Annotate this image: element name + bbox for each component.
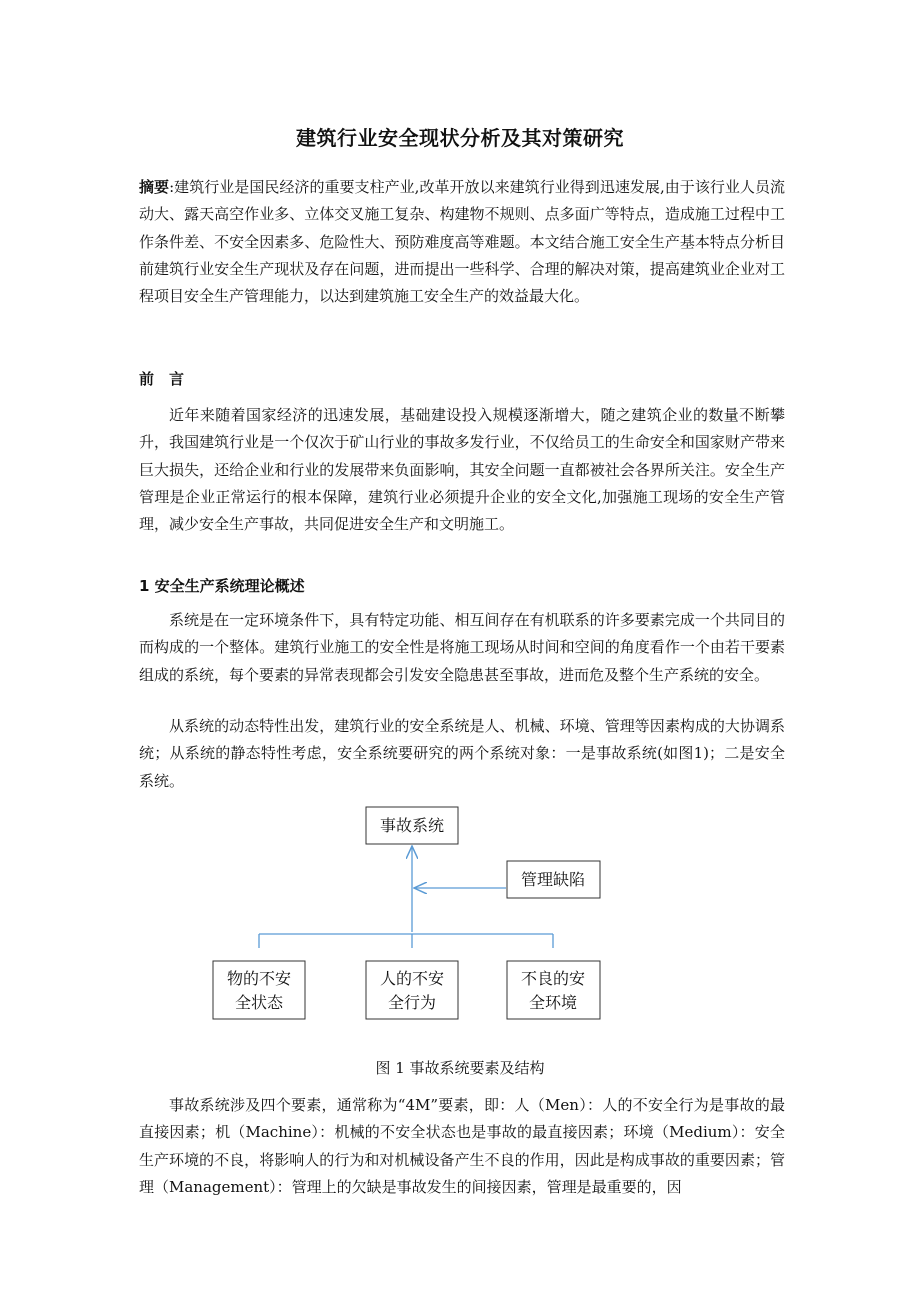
abstract-text: :建筑行业是国民经济的重要支柱产业,改革开放以来建筑行业得到迅速发展,由于该行业人员流动大、露天高空作业多、立体交叉施工复杂、构建物不规则、点多面广等特点，造成施工过程中工作条件差、不安全因素多、危险性大、预防难度高等难题。本文结合施工安全生产基本特点分析目前建筑行业安全生产现状及存在问题，进而提出一些科学、合理的解决对策，提高建筑业企业对工程项目安全生产管理能力，以达到建筑施工安全生产的效益最大化。 (139, 178, 785, 306)
management-defect-box (507, 861, 600, 898)
management-defect-label: 管理缺陷 (520, 870, 586, 889)
section1-paragraph-1: 系统是在一定环境条件下，具有特定功能、相互间存在有机联系的许多要素完成一个共同目的而构成的一个整体。建筑行业施工的安全性是将施工现场从时间和空间的角度看作一个由若干要素组成的系统，每个要素的异常表现都会引发安全隐患甚至事故，进而危及整个生产系统的安全。 (139, 611, 785, 684)
unsafe-behavior-line1: 人的不安 (379, 969, 445, 988)
document-title: 建筑行业安全现状分析及其对策研究 (296, 126, 624, 150)
poor-environment-line2: 全环境 (528, 993, 578, 1012)
unsafe-state-line1: 物的不安 (226, 969, 292, 988)
poor-environment-line1: 不良的安 (520, 969, 586, 988)
section1-heading: 1 安全生产系统理论概述 (139, 577, 305, 595)
unsafe-state-box (213, 961, 305, 1019)
unsafe-behavior-box (366, 961, 458, 1019)
figure-caption: 图 1 事故系统要素及结构 (375, 1059, 545, 1077)
section1-paragraph-3: 事故系统涉及四个要素，通常称为“4M”要素，即：人（Men）：人的不安全行为是事故的最直接因素；机（Machine）：机械的不安全状态也是事故的最直接因素；环境（Medium）：安全生产环境的不良，将影响人的行为和对机械设备产生不良的作用，因此是构成事故的重要因素；管理（Management）：管理上的欠缺是事故发生的间接因素，管理是最重要的，因 (139, 1096, 785, 1196)
accident-system-label: 事故系统 (379, 816, 445, 835)
preface-heading: 前 言 (139, 370, 185, 388)
poor-environment-box (507, 961, 600, 1019)
unsafe-state-line2: 全状态 (234, 993, 284, 1012)
section1-paragraph-2: 从系统的动态特性出发，建筑行业的安全系统是人、机械、环境、管理等因素构成的大协调系统；从系统的静态特性考虑，安全系统要研究的两个系统对象：一是事故系统(如图1)；二是安全系统。 (139, 717, 785, 790)
preface-paragraph: 近年来随着国家经济的迅速发展，基础建设投入规模逐渐增大，随之建筑企业的数量不断攀升，我国建筑行业是一个仅次于矿山行业的事故多发行业，不仅给员工的生命安全和国家财产带来巨大损失，还给企业和行业的发展带来负面影响，其安全问题一直都被社会各界所关注。安全生产管理是企业正常运行的根本保障，建筑行业必须提升企业的安全文化,加强施工现场的安全生产管理，减少安全生产事故，共同促进安全生产和文明施工。 (139, 406, 785, 534)
unsafe-behavior-line2: 全行为 (387, 993, 437, 1012)
accident-system-box (366, 807, 458, 844)
abstract-label: 摘要 (139, 178, 170, 196)
